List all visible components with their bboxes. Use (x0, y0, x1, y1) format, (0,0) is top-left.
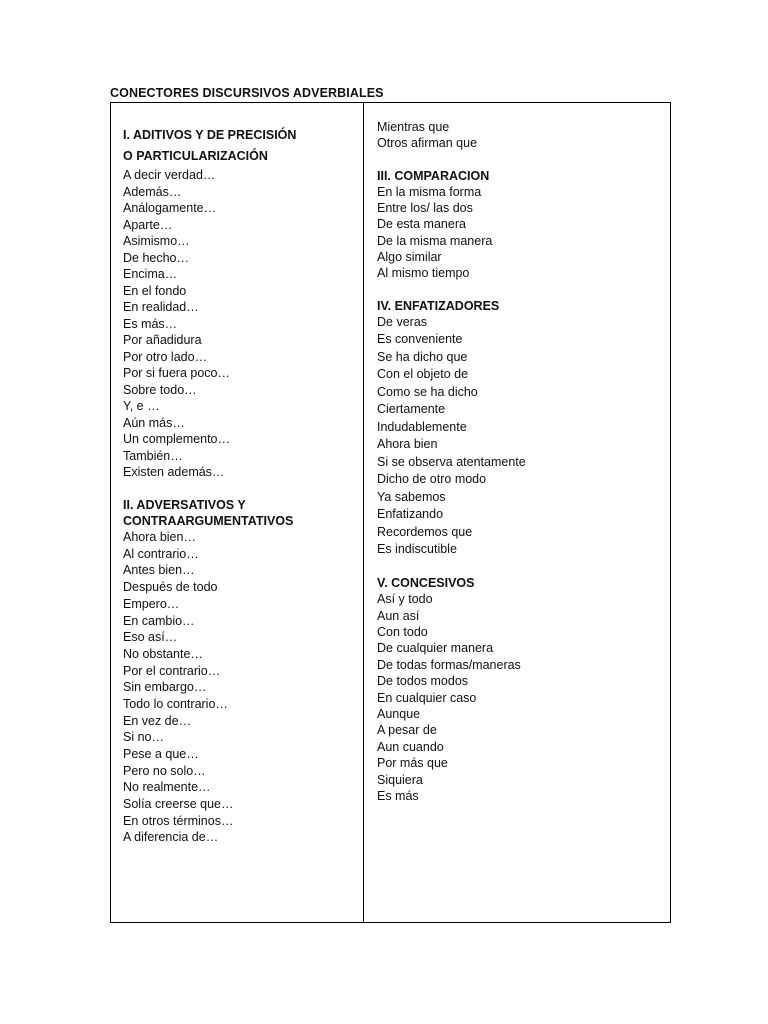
aditivos-list (123, 167, 296, 481)
list-item: Ahora bien (377, 437, 438, 452)
left-column (123, 125, 296, 846)
list-item: Dicho de otro modo (377, 472, 487, 487)
right-column (377, 119, 526, 804)
intro-list (377, 119, 526, 152)
list-item: Por otro lado… (123, 349, 208, 364)
list-item: Aun así (377, 608, 420, 623)
list-item: Es más… (123, 316, 178, 331)
list-item: Como se ha dicho (377, 384, 478, 399)
list-item: Aun cuando (377, 739, 444, 754)
list-item: De todos modos (377, 674, 469, 689)
list-item: Existen además… (123, 465, 225, 479)
list-item: En otros términos… (123, 813, 234, 828)
section-heading-enfatizadores: IV. ENFATIZADORES (377, 298, 500, 313)
list-item: Siquiera (377, 772, 423, 787)
list-item: En la misma forma (377, 184, 482, 199)
list-item: Entre los/ las dos (377, 201, 473, 216)
list-item: Aún más… (123, 415, 185, 430)
list-item: Eso así… (123, 630, 178, 645)
list-item: De todas formas/maneras (377, 657, 521, 672)
list-item: A diferencia de… (123, 830, 219, 845)
list-item: Por más que (377, 756, 448, 771)
list-item: De la misma manera (377, 233, 493, 248)
list-item: En el fondo (123, 283, 187, 298)
spacer (377, 282, 526, 298)
list-item: En vez de… (123, 713, 192, 728)
section-heading-comparacion: III. COMPARACION (377, 168, 490, 183)
document-title: CONECTORES DISCURSIVOS ADVERBIALES (110, 86, 384, 100)
list-item: Es indiscutible (377, 542, 457, 557)
list-item: Sin embargo… (123, 680, 207, 695)
list-item: Encima… (123, 267, 178, 281)
list-item: Ya sabemos (377, 489, 446, 504)
section-heading-concesivos: V. CONCESIVOS (377, 575, 475, 590)
list-item: Si se observa atentamente (377, 454, 526, 469)
column-divider (363, 102, 364, 923)
list-item: Es más (377, 788, 419, 803)
list-item: Pero no solo… (123, 763, 206, 778)
list-item: Todo lo contrario… (123, 696, 228, 711)
list-item: Empero… (123, 596, 180, 611)
list-item: También… (123, 448, 183, 463)
list-item: Otros afirman que (377, 136, 478, 151)
list-item: Antes bien… (123, 563, 195, 578)
list-item: Aparte… (123, 217, 173, 232)
list-item: De esta manera (377, 217, 466, 232)
list-item: Y, e … (123, 399, 160, 413)
list-item: En cambio… (123, 613, 195, 628)
list-item: Indudablemente (377, 419, 467, 434)
list-item: Si no… (123, 730, 164, 745)
list-item: Por si fuera poco… (123, 366, 230, 380)
list-item: A pesar de (377, 723, 437, 738)
list-item: Aunque (377, 707, 421, 721)
section-heading-adversativos-cont: CONTRAARGUMENTATIVOS (123, 513, 294, 528)
spacer (377, 559, 526, 575)
list-item: Se ha dicho que (377, 349, 468, 364)
list-item: Además… (123, 184, 182, 199)
section-heading-aditivos-cont: O PARTICULARIZACIÓN (123, 149, 268, 163)
list-item: Al mismo tiempo (377, 266, 470, 281)
list-item: Algo similar (377, 250, 442, 265)
list-item: Por añadidura (123, 333, 202, 347)
list-item: Por el contrario… (123, 663, 221, 678)
list-item: No realmente… (123, 780, 211, 795)
list-item: En realidad… (123, 300, 199, 314)
list-item: Mientras que (377, 120, 450, 134)
list-item: Enfatizando (377, 507, 444, 522)
list-item: Ciertamente (377, 402, 446, 417)
list-item: Pese a que… (123, 747, 199, 762)
list-item: Después de todo (123, 580, 218, 595)
list-item: De cualquier manera (377, 641, 494, 656)
list-item: A decir verdad… (123, 168, 216, 182)
spacer (123, 481, 296, 497)
list-item: Un complemento… (123, 432, 230, 446)
list-item: De veras (377, 314, 428, 329)
list-item: Con todo (377, 625, 428, 640)
list-item: Sobre todo… (123, 382, 197, 397)
enfatizadores-list (377, 314, 526, 559)
list-item: Con el objeto de (377, 367, 469, 382)
list-item: Solía creerse que… (123, 797, 234, 812)
comparacion-list (377, 184, 526, 282)
list-item: Análogamente… (123, 201, 217, 215)
list-item: De hecho… (123, 250, 190, 265)
list-item: Es conveniente (377, 332, 463, 347)
list-item: Al contrario… (123, 546, 199, 561)
section-heading-aditivos: I. ADITIVOS Y DE PRECISIÓN (123, 128, 297, 142)
spacer (377, 152, 526, 168)
list-item: Recordemos que (377, 524, 473, 539)
list-item: Ahora bien… (123, 530, 196, 545)
adversativos-list (123, 529, 296, 846)
list-item: No obstante… (123, 646, 203, 661)
list-item: En cualquier caso (377, 690, 477, 705)
concesivos-list (377, 591, 526, 804)
list-item: Asimismo… (123, 234, 190, 248)
list-item: Así y todo (377, 592, 433, 607)
section-heading-adversativos: II. ADVERSATIVOS Y (123, 497, 246, 512)
